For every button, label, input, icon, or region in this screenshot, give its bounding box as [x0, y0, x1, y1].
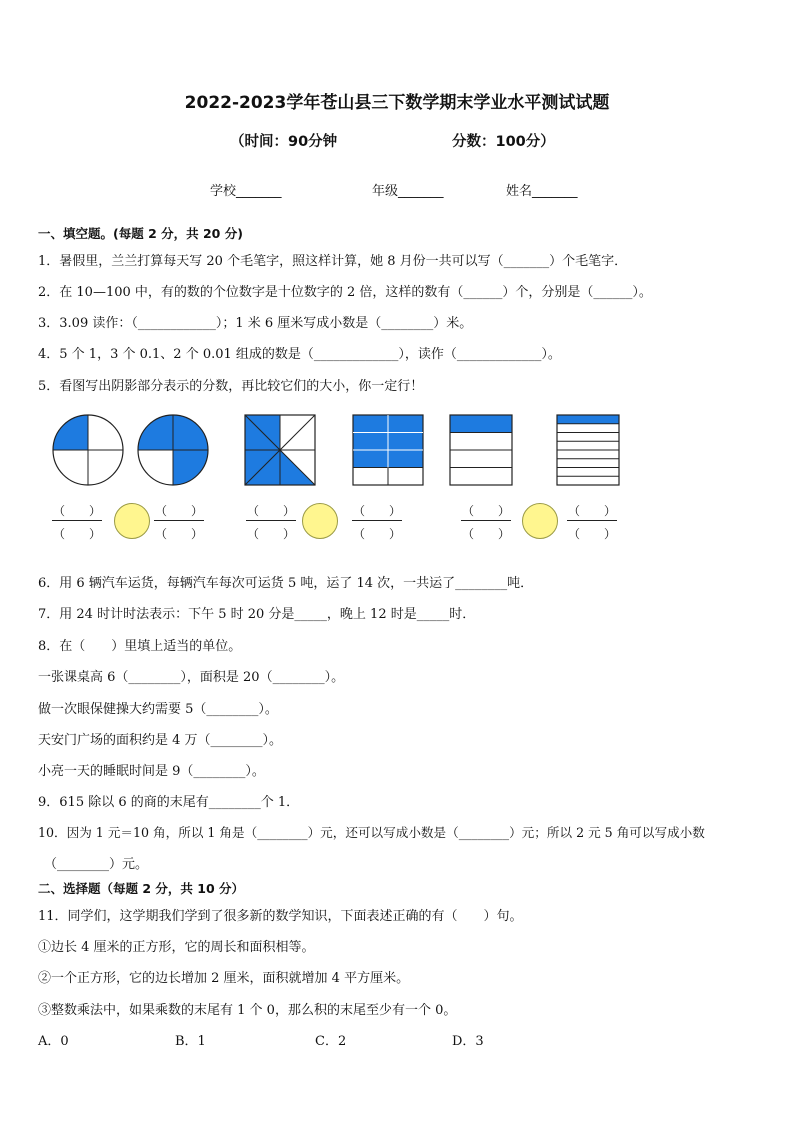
option-b[interactable]: B．1 — [175, 1034, 206, 1049]
question-7: 7．用 24 时计时法表示：下午 5 时 20 分是_____，晚上 12 时是_____时． — [38, 607, 476, 622]
option-a[interactable]: A．0 — [38, 1034, 69, 1049]
question-8a: 一张课桌高 6（________），面积是 20（________）。 — [38, 670, 345, 685]
compare-circle-1[interactable] — [114, 503, 150, 539]
compare-circle-2[interactable] — [302, 503, 338, 539]
section-heading-fill-in: 一、填空题。(每题 2 分，共 20 分) — [38, 226, 243, 241]
name-field[interactable]: 姓名_______ — [506, 184, 578, 199]
denominator-blank[interactable]: （ ） — [52, 527, 101, 541]
question-4: 4．5 个 1，3 个 0.1、2 个 0.01 组成的数是（_____________），读作（_____________）。 — [38, 347, 561, 362]
option-d[interactable]: D．3 — [452, 1034, 484, 1049]
time-label: （时间：90分钟 — [230, 134, 338, 150]
question-5: 5．看图写出阴影部分表示的分数，再比较它们的大小，你一定行！ — [38, 379, 424, 394]
page-title: 2022-2023学年苍山县三下数学期末学业水平测试试题 — [184, 93, 610, 113]
strips-eighths-figure — [556, 414, 620, 486]
numerator-blank[interactable]: （ ） — [246, 504, 295, 518]
denominator-blank[interactable]: （ ） — [461, 527, 510, 541]
fraction-blank-3[interactable] — [246, 502, 296, 541]
score-label: 分数：100分） — [452, 134, 555, 150]
question-11: 11．同学们，这学期我们学到了很多新的数学知识，下面表述正确的有（ ）句。 — [38, 909, 523, 924]
compare-circle-3[interactable] — [522, 503, 558, 539]
denominator-blank[interactable]: （ ） — [352, 527, 401, 541]
question-10-line-2: （________）元。 — [44, 857, 149, 872]
statement-3: ③整数乘法中，如果乘数的末尾有 1 个 0，那么积的末尾至少有一个 0。 — [38, 1003, 457, 1018]
circle-quarter-figure — [52, 414, 124, 486]
circle-three-quarter-figure — [137, 414, 209, 486]
fraction-blank-6[interactable] — [567, 502, 617, 541]
denominator-blank[interactable]: （ ） — [246, 527, 295, 541]
question-2: 2．在 10—100 中，有的数的个位数字是十位数字的 2 倍，这样的数有（______）个，分别是（______）。 — [38, 285, 652, 300]
question-8: 8．在（ ）里填上适当的单位。 — [38, 639, 242, 654]
question-8c: 天安门广场的面积约是 4 万（________）。 — [38, 733, 283, 748]
statement-2: ②一个正方形，它的边长增加 2 厘米，面积就增加 4 平方厘米。 — [38, 971, 410, 986]
option-c[interactable]: C．2 — [315, 1034, 347, 1049]
fraction-blank-4[interactable] — [352, 502, 402, 541]
question-3: 3．3.09 读作：（____________）；1 米 6 厘米写成小数是（________）米。 — [38, 316, 473, 331]
question-10-line-1: 10．因为 1 元＝10 角，所以 1 角是（________）元，还可以写成小数是（________）元；所以 2 元 5 角可以写成小数 — [38, 825, 705, 840]
question-8d: 小亮一天的睡眠时间是 9（________）。 — [38, 764, 265, 779]
numerator-blank[interactable]: （ ） — [567, 504, 616, 518]
question-1: 1．暑假里，兰兰打算每天写 20 个毛笔字，照这样计算，她 8 月份一共可以写（_______）个毛笔字． — [38, 254, 628, 269]
statement-1: ①边长 4 厘米的正方形，它的周长和面积相等。 — [38, 940, 315, 955]
question-9: 9．615 除以 6 的商的末尾有________个 1． — [38, 795, 300, 810]
numerator-blank[interactable]: （ ） — [52, 504, 101, 518]
section-heading-choice: 二、选择题（每题 2 分，共 10 分） — [38, 881, 245, 896]
fraction-blank-2[interactable] — [154, 502, 204, 541]
numerator-blank[interactable]: （ ） — [461, 504, 510, 518]
denominator-blank[interactable]: （ ） — [154, 527, 203, 541]
denominator-blank[interactable]: （ ） — [567, 527, 616, 541]
question-6: 6．用 6 辆汽车运货，每辆汽车每次可运货 5 吨，运了 14 次，一共运了________吨． — [38, 576, 534, 591]
question-8b: 做一次眼保健操大约需要 5（________）。 — [38, 702, 278, 717]
square-triangles-figure — [244, 414, 316, 486]
numerator-blank[interactable]: （ ） — [352, 504, 401, 518]
school-field[interactable]: 学校_______ — [210, 184, 282, 199]
fraction-blank-5[interactable] — [461, 502, 511, 541]
grid-eighths-figure — [352, 414, 424, 486]
numerator-blank[interactable]: （ ） — [154, 504, 203, 518]
strips-fourths-figure — [449, 414, 513, 486]
fraction-blank-1[interactable] — [52, 502, 102, 541]
grade-field[interactable]: 年级_______ — [372, 184, 444, 199]
